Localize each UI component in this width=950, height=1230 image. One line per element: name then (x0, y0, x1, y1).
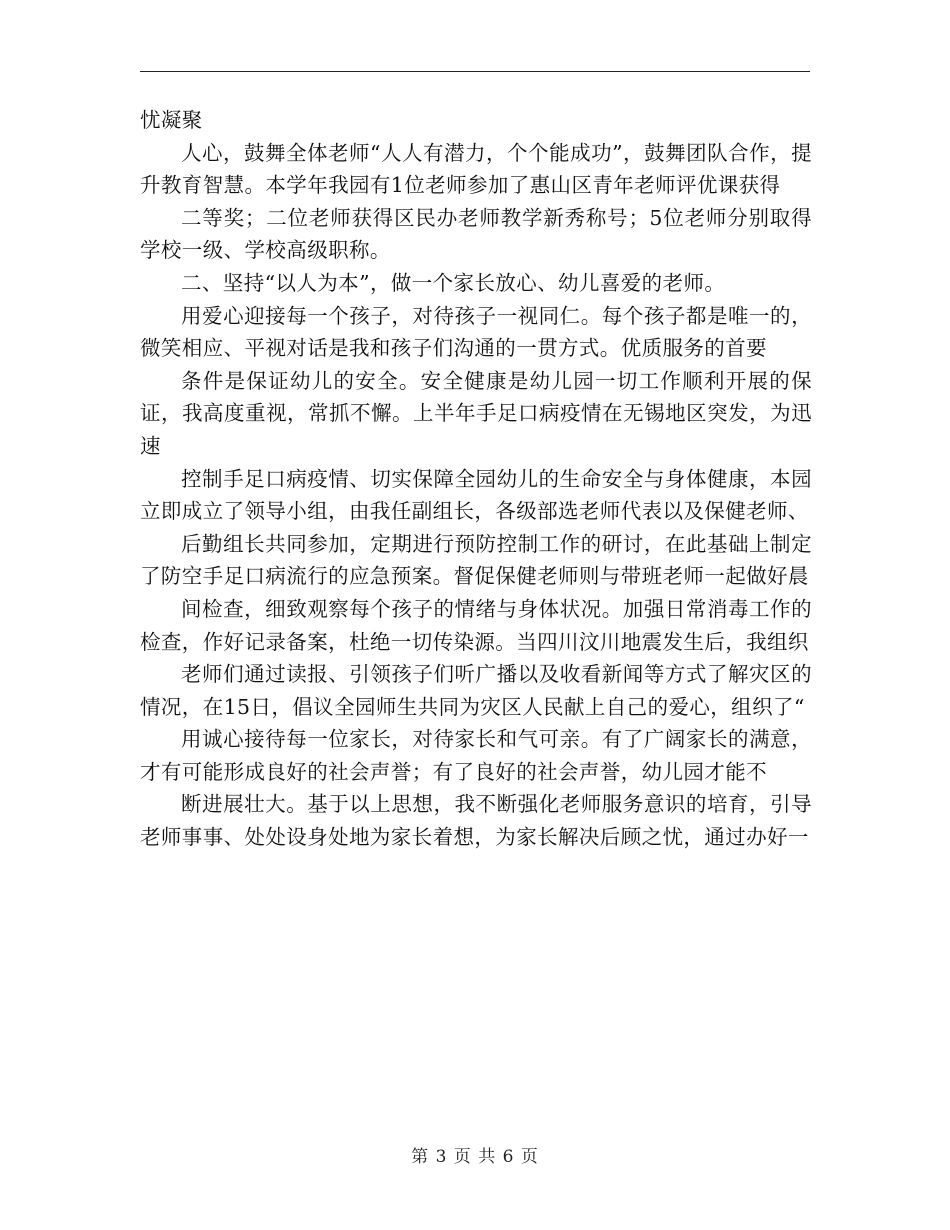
paragraph: 条件是保证幼儿的安全。安全健康是幼儿园一切工作顺利开展的保证，我高度重视，常抓不懈。上半年手足口病疫情在无锡地区突发，为迅速 (140, 368, 812, 458)
paragraph: 用诚心接待每一位家长，对待家长和气可亲。有了广阔家长的满意，才有可能形成良好的社会声誉；有了良好的社会声誉，幼儿园才能不 (140, 727, 812, 784)
paragraph: 二等奖；二位老师获得区民办老师教学新秀称号；5位老师分别取得学校一级、学校高级职称。 (140, 205, 812, 263)
paragraph: 断进展壮大。基于以上思想，我不断强化老师服务意识的培育，引导老师事事、处处设身处地为家长着想，为家长解决后顾之忧，通过办好一 (140, 792, 812, 850)
paragraph: 二、坚持“以人为本”，做一个家长放心、幼儿喜爱的老师。 (181, 270, 726, 295)
paragraph: 控制手足口病疫情、切实保障全园幼儿的生命安全与身体健康，本园立即成立了领导小组，由我任副组长，各级部选老师代表以及保健老师、 (140, 466, 812, 524)
paragraph: 人心，鼓舞全体老师“人人有潜力，个个能成功”，鼓舞团队合作，提升教育智慧。本学年我园有1位老师参加了惠山区青年老师评优课获得 (140, 140, 812, 198)
paragraph: 忧凝聚 (140, 108, 203, 132)
page-number-footer: 第 3 页 共 6 页 (411, 1147, 539, 1167)
body-text (140, 104, 812, 854)
paragraph: 用爱心迎接每一个孩子，对待孩子一视同仁。每个孩子都是唯一的，微笑相应、平视对话是我和孩子们沟通的一贯方式。优质服务的首要 (140, 303, 812, 361)
paragraph: 老师们通过读报、引领孩子们听广播以及收看新闻等方式了解灾区的情况，在15日，倡议全园师生共同为灾区人民献上自己的爱心，组织了“ (140, 662, 812, 719)
paragraph: 后勤组长共同参加，定期进行预防控制工作的研讨，在此基础上制定了防空手足口病流行的应急预案。督促保健老师则与带班老师一起做好晨 (140, 531, 812, 589)
header-rule (140, 71, 810, 72)
paragraph: 间检查，细致观察每个孩子的情绪与身体状况。加强日常消毒工作的检查，作好记录备案，杜绝一切传染源。当四川汶川地震发生后，我组织 (140, 596, 812, 654)
